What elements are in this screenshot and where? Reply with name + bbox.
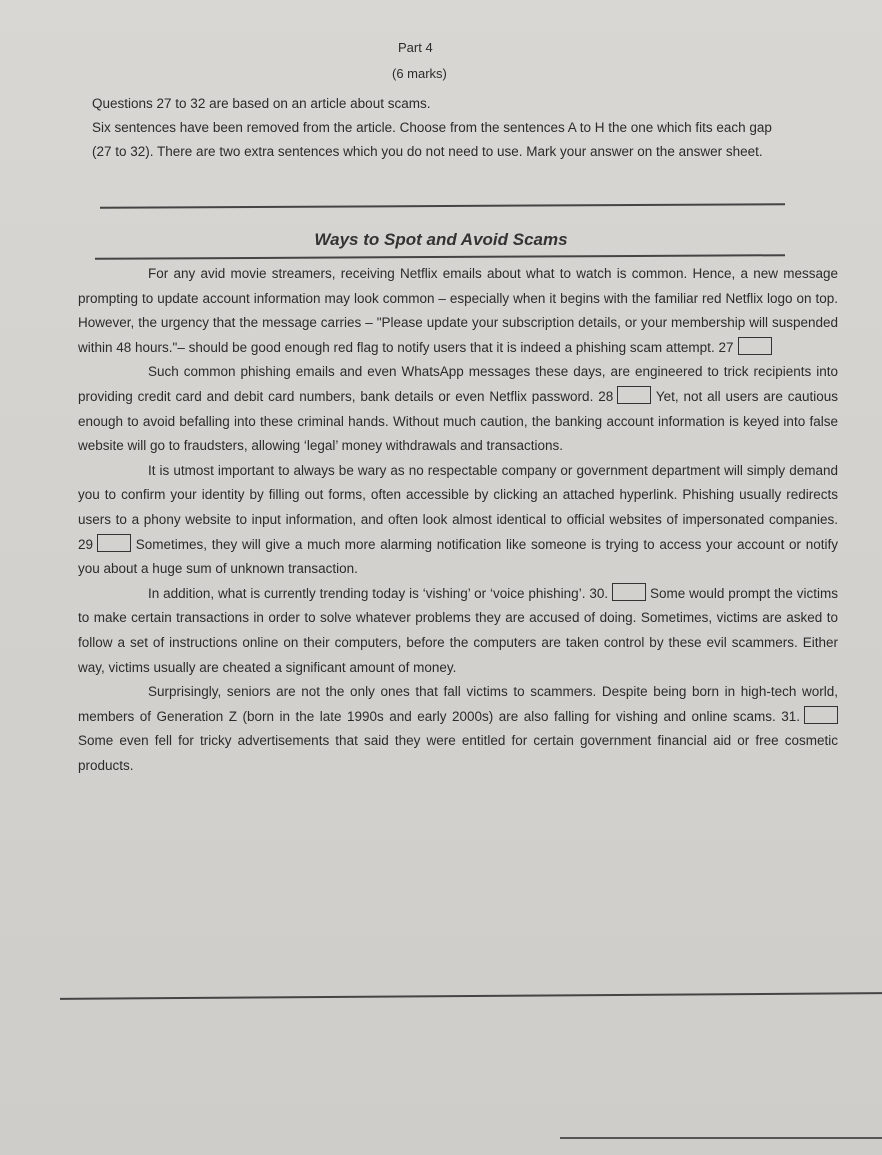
divider (95, 254, 785, 260)
answer-box[interactable] (804, 706, 838, 724)
article-paragraph (78, 680, 838, 778)
part-heading: Part 4 (398, 40, 433, 55)
paragraph-text: Such common phishing emails and even WhatsApp messages these days, are engineered to trick recipients into providing credit card and debit card numbers, bank details or even Netflix password. (78, 364, 838, 404)
divider (560, 1137, 882, 1139)
divider (100, 203, 785, 209)
article-title: Ways to Spot and Avoid Scams (314, 230, 568, 249)
answer-box[interactable] (612, 583, 646, 601)
paragraph-text: Yet, not all users are cautious enough to avoid befalling into these criminal hands. Without much caution, the banking account information is keyed into false website will go to fraudsters, allowing ‘legal’ money withdrawals and transactions. (78, 388, 838, 454)
article-paragraph (78, 459, 838, 582)
paragraph-text: Some even fell for tricky advertisements that said they were entitled for certain government financial aid or free cosmetic products. (78, 733, 838, 773)
gap-number: 31. (781, 708, 800, 724)
article-paragraph (78, 360, 838, 458)
marks-label: (6 marks) (392, 66, 447, 81)
gap-number: 28 (598, 388, 614, 404)
paragraph-text: Sometimes, they will give a much more alarming notification like someone is trying to access your account or notify you about a huge sum of unknown transaction. (78, 536, 838, 577)
answer-box[interactable] (738, 337, 772, 355)
answer-box[interactable] (97, 534, 131, 552)
gap-number: 30. (589, 585, 609, 601)
paragraph-text: Surprisingly, seniors are not the only ones that fall victims to scammers. Despite being born in high-tech world, members of Generation Z (born in the late 1990s and early 2000s) are also falling for vishing and online scams. (78, 684, 838, 724)
paragraph-text: Some would prompt the victims to make certain transactions in order to solve whatever problems they are accused of doing. Sometimes, victims are asked to follow a set of instructions online on their computers, before the computers are taken control by these evil scammers. Either way, victims usually are cheated a significant amount of money. (78, 585, 838, 675)
paragraph-text: It is utmost important to always be wary as no respectable company or government department will simply demand you to confirm your identity by filling out forms, often accessible by clicking an attached hyperlink. Phishing usually redirects users to a phony website to input information, and often look almost identical to official websites of impersonated companies. (78, 462, 838, 527)
gap-number: 27 (718, 339, 734, 355)
instructions (92, 92, 782, 164)
paragraph-text: For any avid movie streamers, receiving Netflix emails about what to watch is common. Hence, a new message prompting to update account information may look common – especially when it begins with the familiar red Netflix logo on top. However, the urgency that the message carries – "Please update your subscription details, or your membership will suspended within 48 hours."– should be good enough red flag to notify users that it is indeed a phishing scam attempt. (78, 266, 838, 355)
instruction-line: Questions 27 to 32 are based on an article about scams. (92, 96, 431, 111)
article-body (78, 262, 838, 778)
article-paragraph (78, 582, 838, 680)
divider (60, 992, 882, 1000)
instruction-line: Six sentences have been removed from the article. Choose from the sentences A to H the one which fits each gap (27 to 32). There are two extra sentences which you do not need to use. Mark your answer on the answer sheet. (92, 120, 772, 159)
paragraph-text: In addition, what is currently trending today is ‘vishing’ or ‘voice phishing’. (148, 585, 586, 601)
answer-box[interactable] (617, 386, 651, 404)
gap-number: 29 (78, 536, 94, 552)
article-paragraph (78, 262, 838, 360)
